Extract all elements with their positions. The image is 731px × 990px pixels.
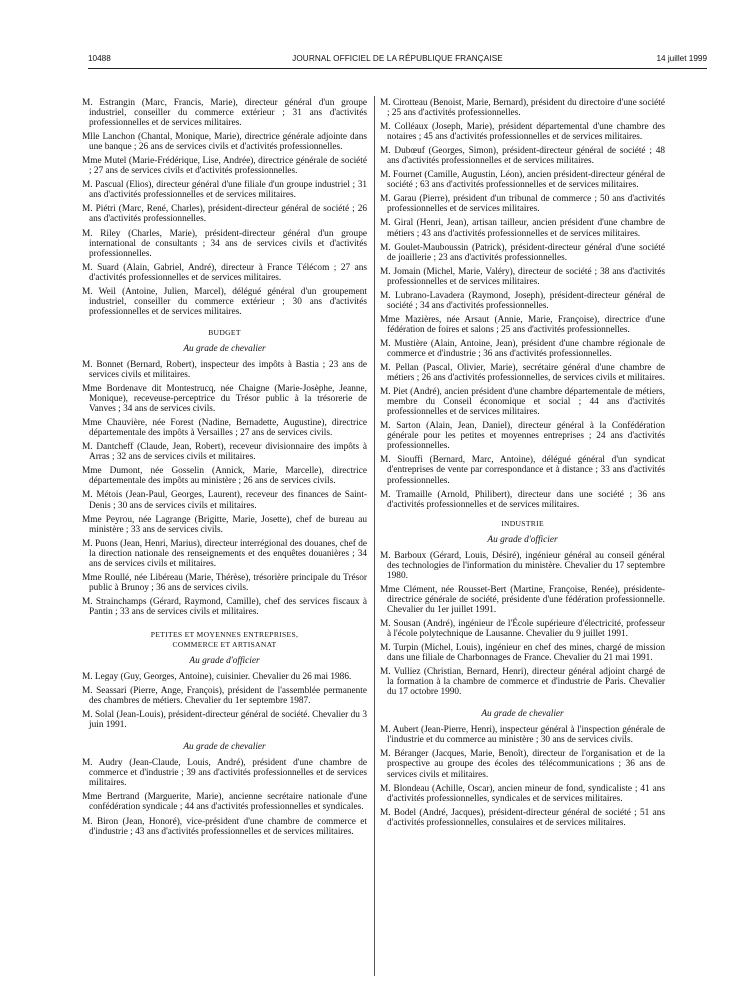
- grade-heading: Au grade de chevalier: [183, 742, 266, 753]
- grade-heading: Au grade d'officier: [189, 655, 260, 666]
- entry-list: [380, 98, 665, 510]
- decoration-entry: Mme Mutel (Marie-Frédérique, Lise, Andrée), directrice générale de société ; 27 ans de services civils et d'activités professionnelles.: [82, 156, 367, 177]
- decoration-entry: M. Blondeau (Achille, Oscar), ancien mineur de fond, syndicaliste ; 41 ans d'activités professionnelles, syndicales et de services militaires.: [380, 783, 665, 804]
- entry-list: [82, 758, 367, 836]
- decoration-entry: M. Dubœuf (Georges, Simon), président-directeur général de société ; 48 ans d'activités professionnelles et de services militaires.: [380, 146, 665, 167]
- decoration-entry: M. Jomain (Michel, Marie, Valéry), directeur de société ; 38 ans d'activités professionnelles et de services militaires.: [380, 266, 665, 287]
- decoration-entry: Mlle Lanchon (Chantal, Monique, Marie), directrice générale adjointe dans une banque ; 26 ans de services civils et d'activités professionnelles.: [82, 132, 367, 153]
- decoration-entry: M. Weil (Antoine, Julien, Marcel), délégué général d'un groupement industriel, conseiller du commerce extérieur ; 30 ans d'activités professionnelles et de services militaires.: [82, 286, 367, 317]
- section-heading-budget: BUDGET: [208, 327, 241, 337]
- entry-list: [82, 360, 367, 617]
- section-heading-line: COMMERCE ET ARTISANAT: [172, 639, 277, 649]
- decoration-entry: M. Turpin (Michel, Louis), ingénieur en chef des mines, chargé de mission dans une filiale de Charbonnages de France. Chevalier du 21 mai 1991.: [380, 643, 665, 664]
- decoration-entry: M. Dantcheff (Claude, Jean, Robert), receveur divisionnaire des impôts à Arras ; 32 ans de services civils et militaires.: [82, 442, 367, 463]
- decoration-entry: Mme Mazières, née Arsaut (Annie, Marie, Françoise), directrice d'une fédération de foires et salons ; 25 ans d'activités professionnelles.: [380, 314, 665, 335]
- decoration-entry: Mme Chauvière, née Forest (Nadine, Bernadette, Augustine), directrice départementale des impôts à Versailles ; 27 ans de services civils.: [82, 418, 367, 439]
- decoration-entry: M. Piétri (Marc, René, Charles), président-directeur général de société ; 26 ans d'activités professionnelles.: [82, 204, 367, 225]
- entry-list: [82, 98, 367, 317]
- decoration-entry: M. Métois (Jean-Paul, Georges, Laurent), receveur des finances de Saint-Denis ; 30 ans de services civils et militaires.: [82, 490, 367, 511]
- decoration-entry: M. Seassari (Pierre, Ange, François), président de l'assemblée permanente des chambres de métiers. Chevalier du 1er septembre 1987.: [82, 686, 367, 707]
- decoration-entry: M. Goulet-Mauboussin (Patrick), président-directeur général d'une société de joaillerie ; 23 ans d'activités professionnelles.: [380, 242, 665, 263]
- decoration-entry: M. Sousan (André), ingénieur de l'École supérieure d'électricité, professeur à l'école polytechnique de Lausanne. Chevalier du 9 juillet 1991.: [380, 618, 665, 640]
- left-column: [82, 98, 367, 841]
- decoration-entry: M. Puons (Jean, Henri, Marius), directeur interrégional des douanes, chef de la direction nationale des renseignements et des enquêtes douanières ; 34 ans de services civils et militaires.: [82, 538, 367, 569]
- page-number: 10488: [88, 54, 111, 63]
- decoration-entry: M. Tramaille (Arnold, Philibert), directeur dans une société ; 36 ans d'activités professionnelles et de services militaires.: [380, 489, 665, 510]
- right-column: [380, 98, 665, 832]
- decoration-entry: M. Barboux (Gérard, Louis, Désiré), ingénieur général au conseil général des technologies de l'information du ministère. Chevalier du 17 septembre 1980.: [380, 550, 665, 581]
- decoration-entry: M. Mustière (Alain, Antoine, Jean), président d'une chambre régionale de commerce et d'industrie ; 36 ans d'activités professionnelles.: [380, 338, 665, 359]
- decoration-entry: M. Bodel (André, Jacques), président-directeur général de société ; 51 ans d'activités professionnelles, consulaires et de services militaires.: [380, 807, 665, 828]
- decoration-entry: M. Legay (Guy, Georges, Antoine), cuisinier. Chevalier du 26 mai 1986.: [82, 672, 352, 683]
- decoration-entry: M. Aubert (Jean-Pierre, Henri), inspecteur général à l'inspection générale de l'industrie et du commerce au ministère ; 30 ans de services civils.: [380, 725, 665, 746]
- issue-date: 14 juillet 1999: [656, 54, 707, 63]
- decoration-entry: M. Lubrano-Lavadera (Raymond, Joseph), président-directeur général de société ; 34 ans d'activités professionnelles.: [380, 290, 665, 311]
- decoration-entry: M. Vulliez (Christian, Bernard, Henri), directeur général adjoint chargé de la formation à la chambre de commerce et d'industrie de Paris. Chevalier du 17 octobre 1990.: [380, 667, 665, 698]
- decoration-entry: M. Siouffi (Bernard, Marc, Antoine), délégué général d'un syndicat d'entreprises de vente par correspondance et à distance ; 33 ans d'activités professionnelles.: [380, 455, 665, 486]
- grade-heading: Au grade de chevalier: [183, 343, 266, 354]
- decoration-entry: Mme Dumont, née Gosselin (Annick, Marie, Marcelle), directrice départementale des impôts au ministère ; 26 ans de services civils.: [82, 466, 367, 487]
- decoration-entry: M. Bonnet (Bernard, Robert), inspecteur des impôts à Bastia ; 23 ans de services civils et militaires.: [82, 359, 367, 380]
- entry-list: [380, 725, 665, 827]
- grade-heading: Au grade d'officier: [487, 534, 558, 545]
- decoration-entry: M. Colléaux (Joseph, Marie), président départemental d'une chambre des notaires ; 45 ans d'activités professionnelles et de services militaires.: [380, 122, 665, 143]
- decoration-entry: M. Fournet (Camille, Augustin, Léon), ancien président-directeur général de société ; 63 ans d'activités professionnelles et de services militaires.: [380, 170, 665, 191]
- section-heading-line: PETITES ET MOYENNES ENTREPRISES,: [150, 629, 299, 639]
- decoration-entry: M. Pellan (Pascal, Olivier, Marie), secrétaire général d'une chambre de métiers ; 26 ans d'activités professionnelles, de services civils et militaires.: [380, 363, 665, 384]
- decoration-entry: M. Biron (Jean, Honoré), vice-président d'une chambre de commerce et d'industrie ; 43 ans d'activités professionnelles et de services militaires.: [82, 816, 367, 837]
- journal-title: JOURNAL OFFICIEL DE LA RÉPUBLIQUE FRANÇAISE: [292, 54, 503, 63]
- decoration-entry: Mme Bordenave dit Montestrucq, née Chaigne (Marie-Josèphe, Jeanne, Monique), receveuse-perceptrice du Trésor public à la trésorerie de Vanves ; 34 ans de services civils.: [82, 384, 367, 415]
- decoration-entry: Mme Bertrand (Marguerite, Marie), ancienne secrétaire nationale d'une confédération syndicale ; 44 ans d'activités professionnelles et syndicales.: [82, 792, 367, 813]
- decoration-entry: M. Riley (Charles, Marie), président-directeur général d'un groupe international de consultants ; 34 ans de services civils et d'activités professionnelles.: [82, 228, 367, 259]
- column-divider: [374, 96, 375, 976]
- entry-list: [82, 672, 367, 730]
- decoration-entry: Mme Clément, née Rousset-Bert (Martine, Françoise, Renée), présidente-directrice générale de société, présidente d'une fédération professionnelle. Chevalier du 1er juillet 1991.: [380, 584, 665, 615]
- header-rule: [88, 68, 707, 69]
- decoration-entry: M. Garau (Pierre), président d'un tribunal de commerce ; 50 ans d'activités professionnelles et de services militaires.: [380, 194, 665, 215]
- decoration-entry: Mme Peyrou, née Lagrange (Brigitte, Marie, Josette), chef de bureau au ministère ; 33 ans de services civils.: [82, 514, 367, 535]
- section-heading-pme: [82, 630, 367, 650]
- entry-list: [380, 551, 665, 698]
- decoration-entry: Mme Roullé, née Libéreau (Marie, Thérèse), trésorière principale du Trésor public à Brunoy ; 36 ans de services civils.: [82, 572, 367, 593]
- decoration-entry: M. Audry (Jean-Claude, Louis, André), président d'une chambre de commerce et d'industrie ; 39 ans d'activités professionnelles et de services militaires.: [82, 758, 367, 789]
- decoration-entry: M. Piet (André), ancien président d'une chambre départementale de métiers, membre du Conseil économique et social ; 44 ans d'activités professionnelles et de services militaires.: [380, 387, 665, 418]
- decoration-entry: M. Estrangin (Marc, Francis, Marie), directeur général d'un groupe industriel, conseiller du commerce extérieur ; 31 ans d'activités professionnelles et de services militaires.: [82, 98, 367, 129]
- decoration-entry: M. Cirotteau (Benoist, Marie, Bernard), président du directoire d'une société ; 25 ans d'activités professionnelles.: [380, 98, 665, 119]
- decoration-entry: M. Giral (Henri, Jean), artisan tailleur, ancien président d'une chambre de métiers ; 43 ans d'activités professionnelles et de services militaires.: [380, 218, 665, 239]
- decoration-entry: M. Solal (Jean-Louis), président-directeur général de société. Chevalier du 3 juin 1991.: [82, 710, 367, 731]
- decoration-entry: M. Suard (Alain, Gabriel, André), directeur à France Télécom ; 27 ans d'activités professionnelles et de services militaires.: [82, 262, 367, 283]
- decoration-entry: M. Sarton (Alain, Jean, Daniel), directeur général à la Confédération générale pour les petites et moyennes entreprises ; 24 ans d'activités professionnelles.: [380, 421, 665, 452]
- section-heading-industrie: INDUSTRIE: [501, 518, 544, 528]
- decoration-entry: M. Pascual (Elios), directeur général d'une filiale d'un groupe industriel ; 31 ans d'activités professionnelles et de services militaires.: [82, 180, 367, 201]
- decoration-entry: M. Strainchamps (Gérard, Raymond, Camille), chef des services fiscaux à Pantin ; 33 ans de services civils et militaires.: [82, 596, 367, 617]
- grade-heading: Au grade de chevalier: [481, 709, 564, 720]
- decoration-entry: M. Béranger (Jacques, Marie, Benoît), directeur de l'organisation et de la prospective au groupe des écoles des télécommunications ; 36 ans de services civils et militaires.: [380, 749, 665, 780]
